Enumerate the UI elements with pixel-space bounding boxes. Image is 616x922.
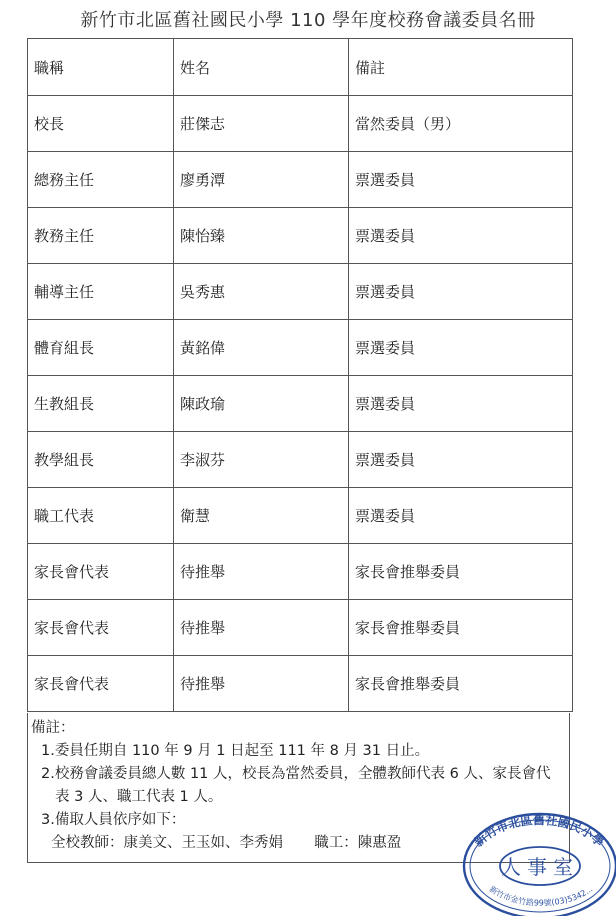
- cell-name: 待推舉: [174, 656, 349, 712]
- cell-name: 待推舉: [174, 544, 349, 600]
- alternate-teachers: 全校教師：康美文、王玉如、李秀娟: [51, 835, 283, 851]
- document-title: 新竹市北區舊社國民小學 110 學年度校務會議委員名冊: [80, 10, 536, 31]
- cell-title: 教務主任: [28, 208, 174, 264]
- seal-outer-text: 新竹市北區舊社國民小學: [471, 813, 607, 850]
- cell-name: 陳政瑜: [174, 376, 349, 432]
- note-item-1: 1.委員任期自 110 年 9 月 1 日起至 111 年 8 月 31 日止。: [41, 743, 430, 759]
- note-item-2-continued: 表 3 人、職工代表 1 人。: [55, 789, 223, 805]
- personnel-office-seal: [456, 806, 616, 916]
- table-row: [28, 208, 573, 264]
- table-row: [28, 432, 573, 488]
- table-row: [28, 376, 573, 432]
- cell-name: 陳怡臻: [174, 208, 349, 264]
- table-row: [28, 488, 573, 544]
- cell-title: 輔導主任: [28, 264, 174, 320]
- header-remark: 備註: [349, 39, 573, 96]
- table-header-row: [28, 39, 573, 96]
- cell-remark: 票選委員: [349, 320, 573, 376]
- roster-body: [28, 39, 573, 712]
- cell-remark: 家長會推舉委員: [349, 544, 573, 600]
- cell-remark: 當然委員（男）: [349, 96, 573, 152]
- table-row: [28, 656, 573, 712]
- cell-title: 職工代表: [28, 488, 174, 544]
- cell-title: 體育組長: [28, 320, 174, 376]
- table-row: [28, 600, 573, 656]
- cell-name: 莊傑志: [174, 96, 349, 152]
- notes-heading: 備註：: [31, 720, 75, 736]
- cell-name: 李淑芬: [174, 432, 349, 488]
- cell-remark: 票選委員: [349, 152, 573, 208]
- cell-name: 黃銘偉: [174, 320, 349, 376]
- cell-name: 衛慧: [174, 488, 349, 544]
- cell-name: 吳秀惠: [174, 264, 349, 320]
- note-item-2: 2.校務會議委員總人數 11 人，校長為當然委員，全體教師代表 6 人、家長會代: [41, 766, 551, 782]
- note-item-3: 3.備取人員依序如下：: [41, 812, 186, 828]
- table-row: [28, 96, 573, 152]
- committee-roster-table: [27, 38, 573, 712]
- table-row: [28, 264, 573, 320]
- table-row: [28, 320, 573, 376]
- header-name: 姓名: [174, 39, 349, 96]
- cell-remark: 票選委員: [349, 264, 573, 320]
- cell-remark: 票選委員: [349, 432, 573, 488]
- cell-title: 家長會代表: [28, 544, 174, 600]
- seal-center-text: 人事室: [501, 855, 579, 879]
- cell-title: 家長會代表: [28, 600, 174, 656]
- table-row: [28, 544, 573, 600]
- seal-bottom-text: 新竹市金竹路99號(03)5342...: [487, 884, 595, 908]
- cell-name: 廖勇潭: [174, 152, 349, 208]
- cell-title: 校長: [28, 96, 174, 152]
- cell-remark: 票選委員: [349, 488, 573, 544]
- cell-name: 待推舉: [174, 600, 349, 656]
- cell-remark: 票選委員: [349, 376, 573, 432]
- header-title: 職稱: [28, 39, 174, 96]
- cell-title: 生教組長: [28, 376, 174, 432]
- table-row: [28, 152, 573, 208]
- cell-title: 教學組長: [28, 432, 174, 488]
- cell-remark: 家長會推舉委員: [349, 600, 573, 656]
- cell-title: 家長會代表: [28, 656, 174, 712]
- cell-remark: 票選委員: [349, 208, 573, 264]
- alternate-staff: 職工：陳惠盈: [314, 835, 402, 851]
- cell-title: 總務主任: [28, 152, 174, 208]
- cell-remark: 家長會推舉委員: [349, 656, 573, 712]
